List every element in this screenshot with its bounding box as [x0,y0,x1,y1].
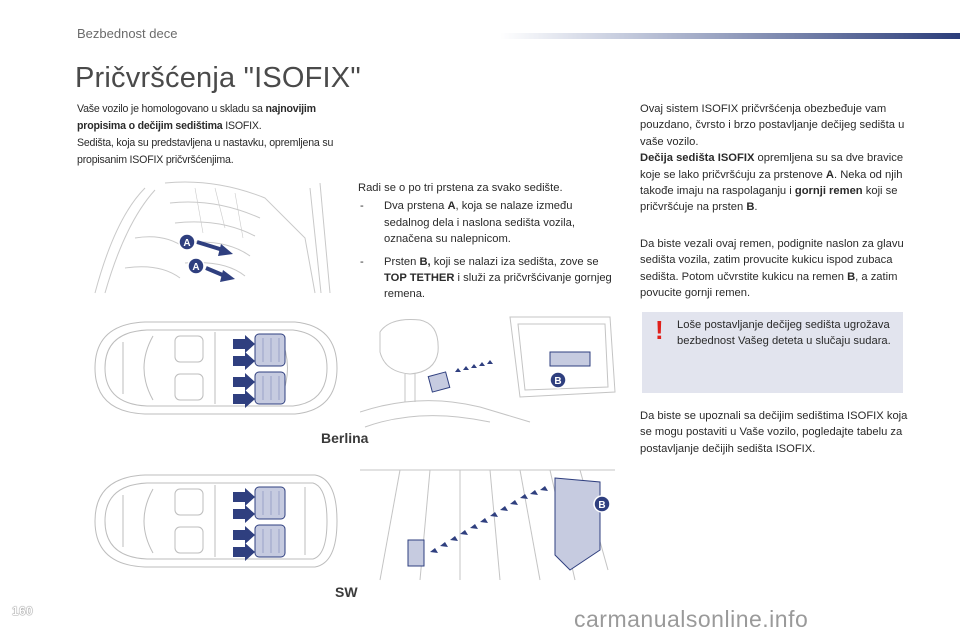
list-text: Dva prstena [384,200,448,213]
intro-text-1: Vaše vozilo je homologovano u skladu sa [77,103,266,115]
list-dash: - [360,255,364,268]
ring-a-label-2: A [192,262,200,273]
ring-b-label-1: B [554,376,562,387]
list-text: , koja se nalaze između sedalnog dela i naslona sedišta vozila, označena su nalepnicom. [384,200,575,246]
ring-a-marker-2 [188,258,204,274]
p2-text: , a zatim povucite gornji remen. [640,270,898,300]
wagon-tether-illustration [360,460,620,582]
middle-lead: Radi se o po tri prstena za svako sedište. [358,182,563,194]
page-title: Pričvršćenja "ISOFIX" [75,62,361,94]
right-paragraph-3: Da biste se upoznali sa dečijim sedištima ISOFIX koja se mogu postaviti u Vaše vozilo, pogledajte tabelu za postavljanje dečijih sedišta ISOFIX. [640,410,908,455]
top-tether-illustration [360,312,620,432]
p1-text: koji se pričvršćuje na prsten [640,185,898,214]
intro-text [77,101,357,169]
warning-text: Loše postavljanje dečijeg sedišta ugrožava bezbednost Vašeg deteta u slučaju sudara. [677,319,891,348]
p1-bold: A [825,168,835,181]
right-paragraph-2 [640,236,908,302]
ring-a-marker-1 [179,234,195,250]
wagon-top-view-illustration [75,465,345,577]
p1-text: . [754,201,758,214]
page-number: 160 [12,604,33,618]
ring-a-label-1: A [183,238,191,249]
p1-text: Ovaj sistem ISOFIX pričvršćenja obezbeđuje vam pouzdano, čvrsto i brzo postavljanje dečijeg sedišta u vaše vozilo. [640,103,905,148]
caption-wagon: SW [335,584,358,600]
intro-text-3: Sedišta, koja su predstavljena u nastavku, opremljena su propisanim ISOFIX pričvršćenjima. [77,137,334,166]
list-bold: A [447,200,456,213]
ring-b-marker-2 [594,496,610,512]
list-bold: B, [419,255,431,268]
ring-a-list-item [358,198,618,247]
right-paragraph-1 [640,101,908,216]
list-bold: TOP TETHER [384,272,455,285]
p1-text: . Neka od njih takođe imaju na raspolaganju i [640,168,903,198]
sedan-top-view-illustration [75,312,345,424]
p1-bold: Dečija sedišta ISOFIX [640,152,755,165]
intro-text-2: ISOFIX. [222,120,262,132]
seat-isofix-illustration [75,178,345,298]
middle-text [358,180,618,309]
watermark: carmanualsonline.info [574,606,809,632]
list-dash: - [360,200,364,213]
list-text: i služi za pričvršćivanje gornjeg remena. [384,272,612,301]
list-text: koji se nalazi iza sedišta, zove se [430,255,599,268]
p1-bold: gornji remen [794,185,863,198]
intro-text-bold: najnovijim propisima o dečijim sedištima [77,103,316,132]
warning-icon: ! [655,315,664,345]
section-title: Bezbednost dece [77,26,178,41]
p2-bold: B [847,270,856,283]
ring-b-marker-1 [550,372,566,388]
p2-text: Da biste vezali ovaj remen, podignite naslon za glavu sedišta vozila, zatim provucite kukicu ispod zubaca sedišta. Potom učvrstite kukicu na remen [640,238,904,283]
ring-b-list-item [358,254,618,303]
caption-sedan: Berlina [321,430,369,446]
header-gradient-bar [500,33,960,39]
ring-b-label-2: B [598,500,606,511]
p1-text: opremljena su sa dve bravice koje se lako pričvršćuju za prstenove [640,152,904,181]
p1-bold: B [746,201,755,214]
list-text: Prsten [384,255,420,268]
